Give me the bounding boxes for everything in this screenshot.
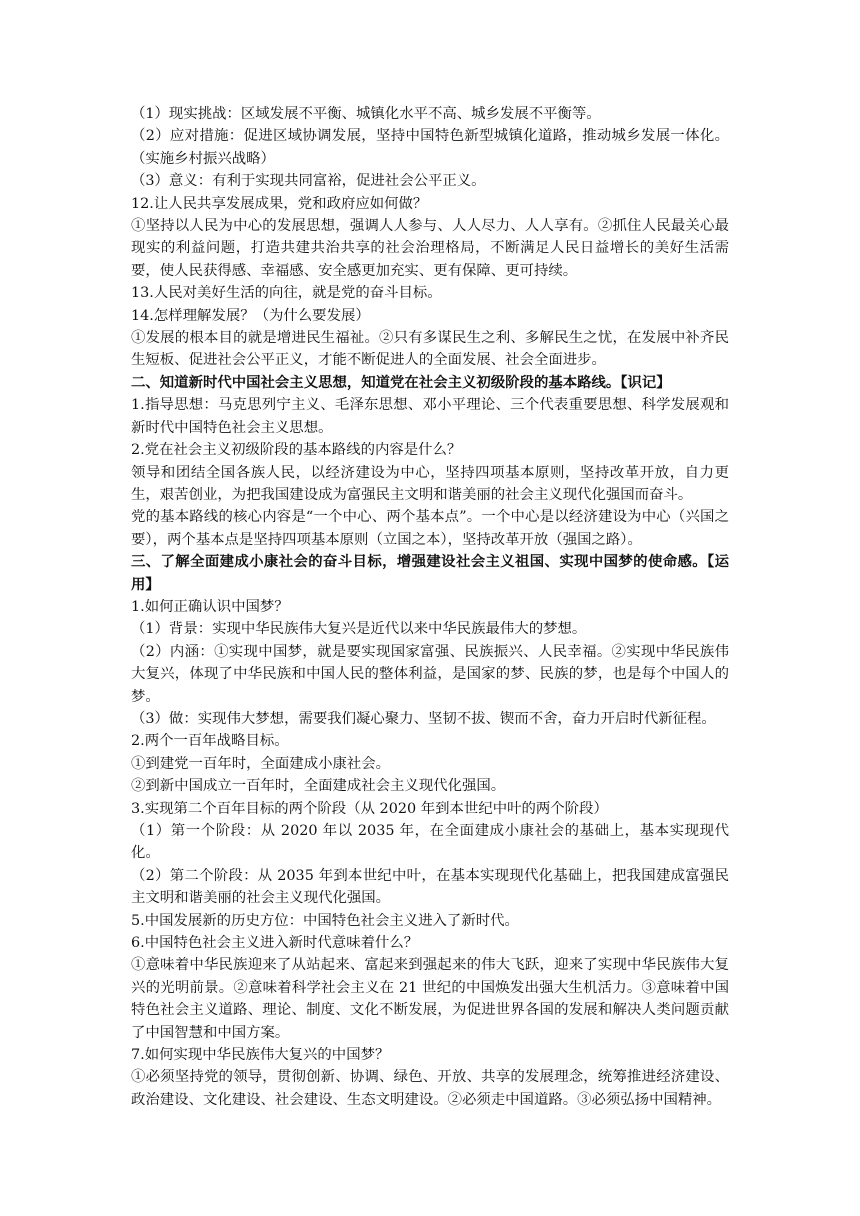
paragraph: （2）应对措施：促进区域协调发展，坚持中国特色新型城镇化道路，推动城乡发展一体化。（实施乡村振兴战略） — [131, 128, 729, 167]
paragraph: ②到新中国成立一百年时，全面建成社会主义现代化强国。 — [131, 778, 506, 795]
paragraph: （1）现实挑战：区域发展不平衡、城镇化水平不高、城乡发展不平衡等。 — [131, 106, 601, 122]
paragraph: （1）背景：实现中华民族伟大复兴是近代以来中华民族最伟大的梦想。 — [131, 621, 587, 638]
question-heading: 7.如何实现中华民族伟大复兴的中国梦？ — [131, 1047, 390, 1064]
paragraph: （1）第一个阶段：从 2020 年以 2035 年，在全面建成小康社会的基础上，基本实现现代化。 — [131, 823, 729, 862]
document-page — [131, 103, 729, 1111]
section-heading: 二、知道新时代中国社会主义思想，知道党在社会主义初级阶段的基本路线。【识记】 — [131, 373, 671, 391]
paragraph: 1.指导思想：马克思列宁主义、毛泽东思想、邓小平理论、三个代表重要思想、科学发展观和新时代中国特色社会主义思想。 — [131, 397, 729, 436]
paragraph: ①必须坚持党的领导，贯彻创新、协调、绿色、开放、共享的发展理念，统筹推进经济建设、政治建设、文化建设、社会建设、生态文明建设。②必须走中国道路。③必须弘扬中国精神。 — [131, 1069, 729, 1108]
question-heading: 2.两个一百年战略目标。 — [131, 733, 289, 750]
paragraph: ①坚持以人民为中心的发展思想，强调人人参与、人人尽力、人人享有。②抓住人民最关心最现实的利益问题，打造共建共治共享的社会治理格局，不断满足人民日益增长的美好生活需要，使人民获得感、幸福感、安全感更加充实、更有保障、更可持续。 — [131, 218, 729, 279]
question-heading: 5.中国发展新的历史方位：中国特色社会主义进入了新时代。 — [131, 912, 519, 929]
question-heading: 3.实现第二个百年目标的两个阶段（从 2020 年到本世纪中叶的两个阶段） — [131, 800, 608, 817]
question-heading: 13.人民对美好生活的向往，就是党的奋斗目标。 — [131, 285, 442, 302]
paragraph: （3）做：实现伟大梦想，需要我们凝心聚力、坚韧不拔、锲而不舍，奋力开启时代新征程。 — [131, 710, 716, 727]
paragraph: 领导和团结全国各族人民，以经济建设为中心，坚持四项基本原则，坚持改革开放，自力更生，艰苦创业，为把我国建设成为富强民主文明和谐美丽的社会主义现代化强国而奋斗。 — [131, 464, 729, 503]
paragraph: （2）内涵：①实现中国梦，就是要实现国家富强、民族振兴、人民幸福。②实现中华民族伟大复兴，体现了中华民族和中国人民的整体利益，是国家的梦、民族的梦，也是每个中国人的梦。 — [131, 643, 729, 705]
question-heading: 2.党在社会主义初级阶段的基本路线的内容是什么？ — [131, 442, 462, 459]
paragraph: 党的基本路线的核心内容是“一个中心、两个基本点”。一个中心是以经济建设为中心（兴国之要），两个基本点是坚持四项基本原则（立国之本），坚持改革开放（强国之路）。 — [131, 509, 729, 548]
section-heading: 三、了解全面建成小康社会的奋斗目标，增强建设社会主义祖国、实现中国梦的使命感。【运用】 — [131, 553, 729, 593]
paragraph: ①意味着中华民族迎来了从站起来、富起来到强起来的伟大飞跃，迎来了实现中华民族伟大复兴的光明前景。②意味着科学社会主义在 21 世纪的中国焕发出强大生机活力。③意味着中国特色社会主义道路、理论、制度、文化不断发展，为促进世界各国的发展和解决人类问题贡献了中国智慧和中国方案。 — [131, 957, 729, 1041]
paragraph: （3）意义：有利于实现共同富裕，促进社会公平正义。 — [131, 173, 486, 190]
question-heading: 12.让人民共享发展成果，党和政府应如何做？ — [131, 195, 428, 212]
paragraph: ①到建党一百年时，全面建成小康社会。 — [131, 755, 391, 772]
question-heading: 6.中国特色社会主义进入新时代意味着什么？ — [131, 935, 419, 952]
question-heading: 14.怎样理解发展？（为什么要发展） — [131, 307, 370, 324]
question-heading: 1.如何正确认识中国梦？ — [131, 598, 289, 615]
paragraph: ①发展的根本目的就是增进民生福祉。②只有多谋民生之利、多解民生之忧，在发展中补齐民生短板、促进社会公平正义，才能不断促进人的全面发展、社会全面进步。 — [131, 330, 729, 369]
paragraph: （2）第二个阶段：从 2035 年到本世纪中叶，在基本实现现代化基础上，把我国建成富强民主文明和谐美丽的社会主义现代化强国。 — [131, 867, 729, 907]
